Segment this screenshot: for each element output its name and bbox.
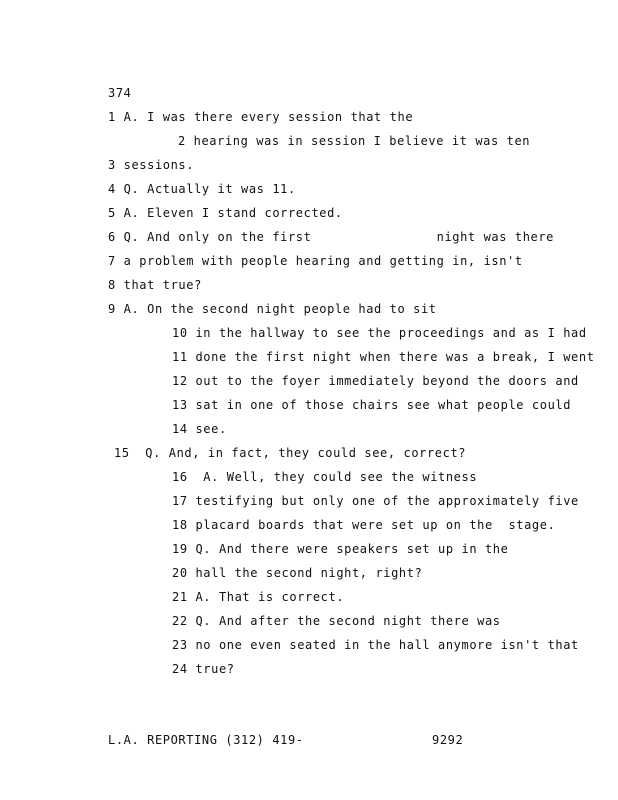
transcript-line: 9 A. On the second night people had to sit	[108, 302, 437, 316]
transcript-line: 10 in the hallway to see the proceedings and as I had	[172, 326, 587, 340]
transcript-line: 16 A. Well, they could see the witness	[172, 470, 478, 484]
transcript-line: 20 hall the second night, right?	[172, 566, 423, 580]
transcript-line: 11 done the first night when there was a break, I went	[172, 350, 595, 364]
transcript-line: 21 A. That is correct.	[172, 590, 345, 604]
footer-reporter: L.A. REPORTING (312) 419-	[108, 733, 304, 747]
transcript-line: 23 no one even seated in the hall anymore isn't that	[172, 638, 579, 652]
transcript-line: 1 A. I was there every session that the	[108, 110, 414, 124]
transcript-line: 3 sessions.	[108, 158, 195, 172]
transcript-line: 7 a problem with people hearing and getting in, isn't	[108, 254, 523, 268]
transcript-line: 6 Q. And only on the first night was there	[108, 230, 555, 244]
page-number: 374	[108, 86, 132, 100]
transcript-line: 18 placard boards that were set up on the stage.	[172, 518, 556, 532]
transcript-line: 24 true?	[172, 662, 235, 676]
transcript-line: 4 Q. Actually it was 11.	[108, 182, 296, 196]
transcript-line: 17 testifying but only one of the approximately five	[172, 494, 579, 508]
transcript-line: 2 hearing was in session I believe it was ten	[178, 134, 531, 148]
transcript-line: 13 sat in one of those chairs see what people could	[172, 398, 572, 412]
transcript-line: 5 A. Eleven I stand corrected.	[108, 206, 343, 220]
footer-phone-suffix: 9292	[432, 733, 464, 747]
transcript-line: 15 Q. And, in fact, they could see, correct?	[114, 446, 467, 460]
transcript-line: 19 Q. And there were speakers set up in the	[172, 542, 509, 556]
transcript-line: 8 that true?	[108, 278, 202, 292]
transcript-line: 14 see.	[172, 422, 227, 436]
transcript-line: 12 out to the foyer immediately beyond the doors and	[172, 374, 579, 388]
transcript-line: 22 Q. And after the second night there was	[172, 614, 501, 628]
